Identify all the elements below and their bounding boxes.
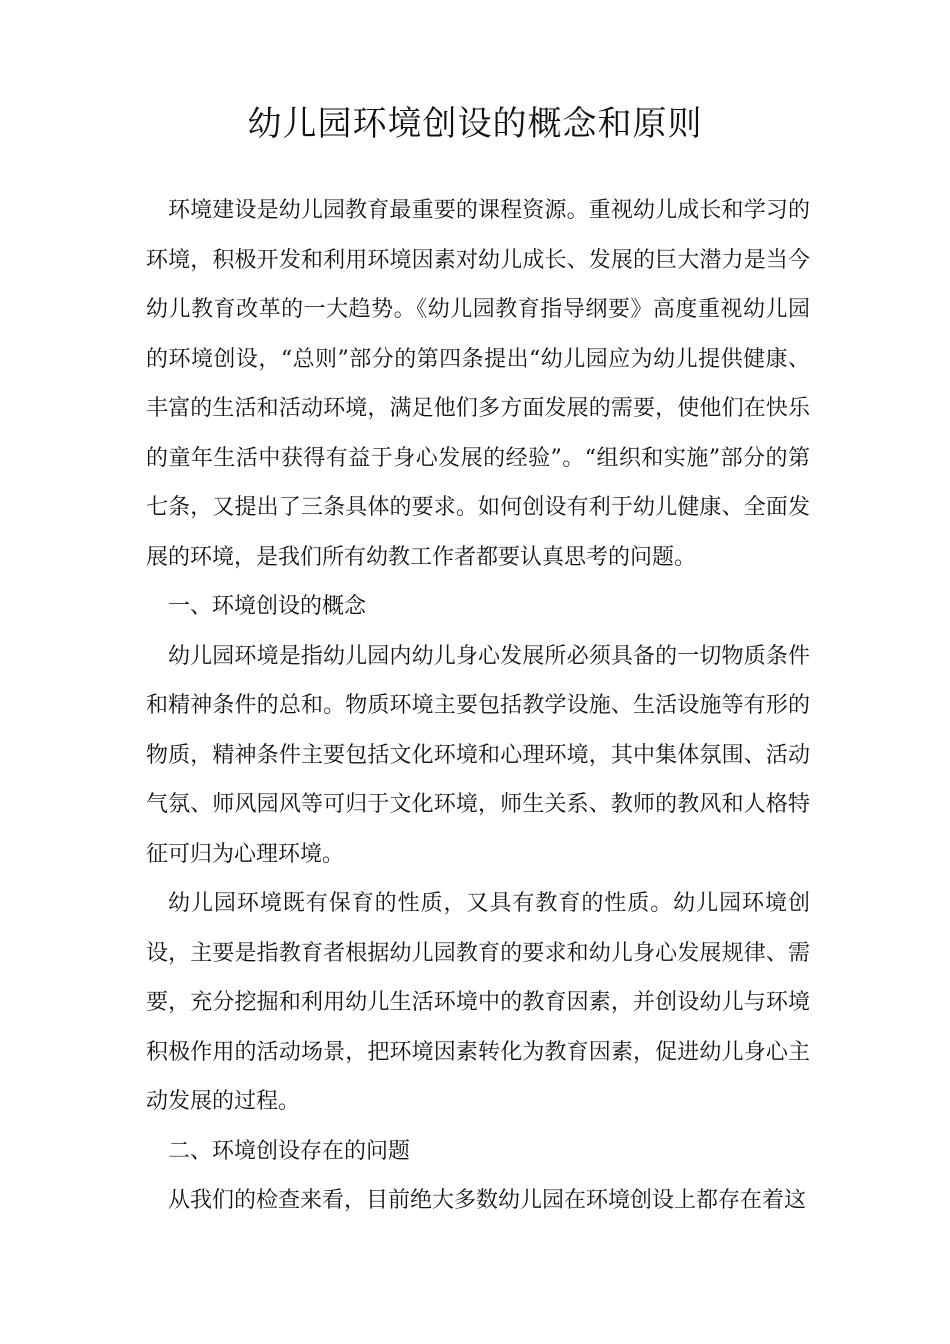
section-heading-concept: 一、环境创设的概念 — [168, 594, 367, 619]
document-body — [146, 186, 810, 1226]
paragraph-problems: 从我们的检查来看，目前绝大多数幼儿园在环境创设上都存在着这 — [168, 1188, 807, 1213]
section-heading-problems: 二、环境创设存在的问题 — [168, 1138, 411, 1164]
paragraph-concept-definition: 幼儿园环境是指幼儿园内幼儿身心发展所必须具备的一切物质条件和精神条件的总和。物质环境主要包括教学设施、生活设施等有形的物质，精神条件主要包括文化环境和心理环境，其中集体氛围、活动气氛、师风园风等可归于文化环境，师生关系、教师的教风和人格特征可归为心理环境。 — [146, 643, 810, 867]
paragraph-intro: 环境建设是幼儿园教育最重要的课程资源。重视幼儿成长和学习的环境，积极开发和利用环境因素对幼儿成长、发展的巨大潜力是当今幼儿教育改革的一大趋势。《幼儿园教育指导纲要》高度重视幼儿园的环境创设，“总则”部分的第四条提出“幼儿园应为幼儿提供健康、丰富的生活和活动环境，满足他们多方面发展的需要，使他们在快乐的童年生活中获得有益于身心发展的经验”。“组织和实施”部分的第七条，又提出了三条具体的要求。如何创设有利于幼儿健康、全面发展的环境，是我们所有幼教工作者都要认真思考的问题。 — [146, 198, 810, 570]
paragraph-concept-nature: 幼儿园环境既有保育的性质，又具有教育的性质。幼儿园环境创设，主要是指教育者根据幼儿园教育的要求和幼儿身心发展规律、需要，充分挖掘和利用幼儿生活环境中的教育因素，并创设幼儿与环境积极作用的活动场景，把环境因素转化为教育因素，促进幼儿身心主动发展的过程。 — [146, 891, 810, 1114]
document-title: 幼儿园环境创设的概念和原则 — [247, 104, 703, 144]
